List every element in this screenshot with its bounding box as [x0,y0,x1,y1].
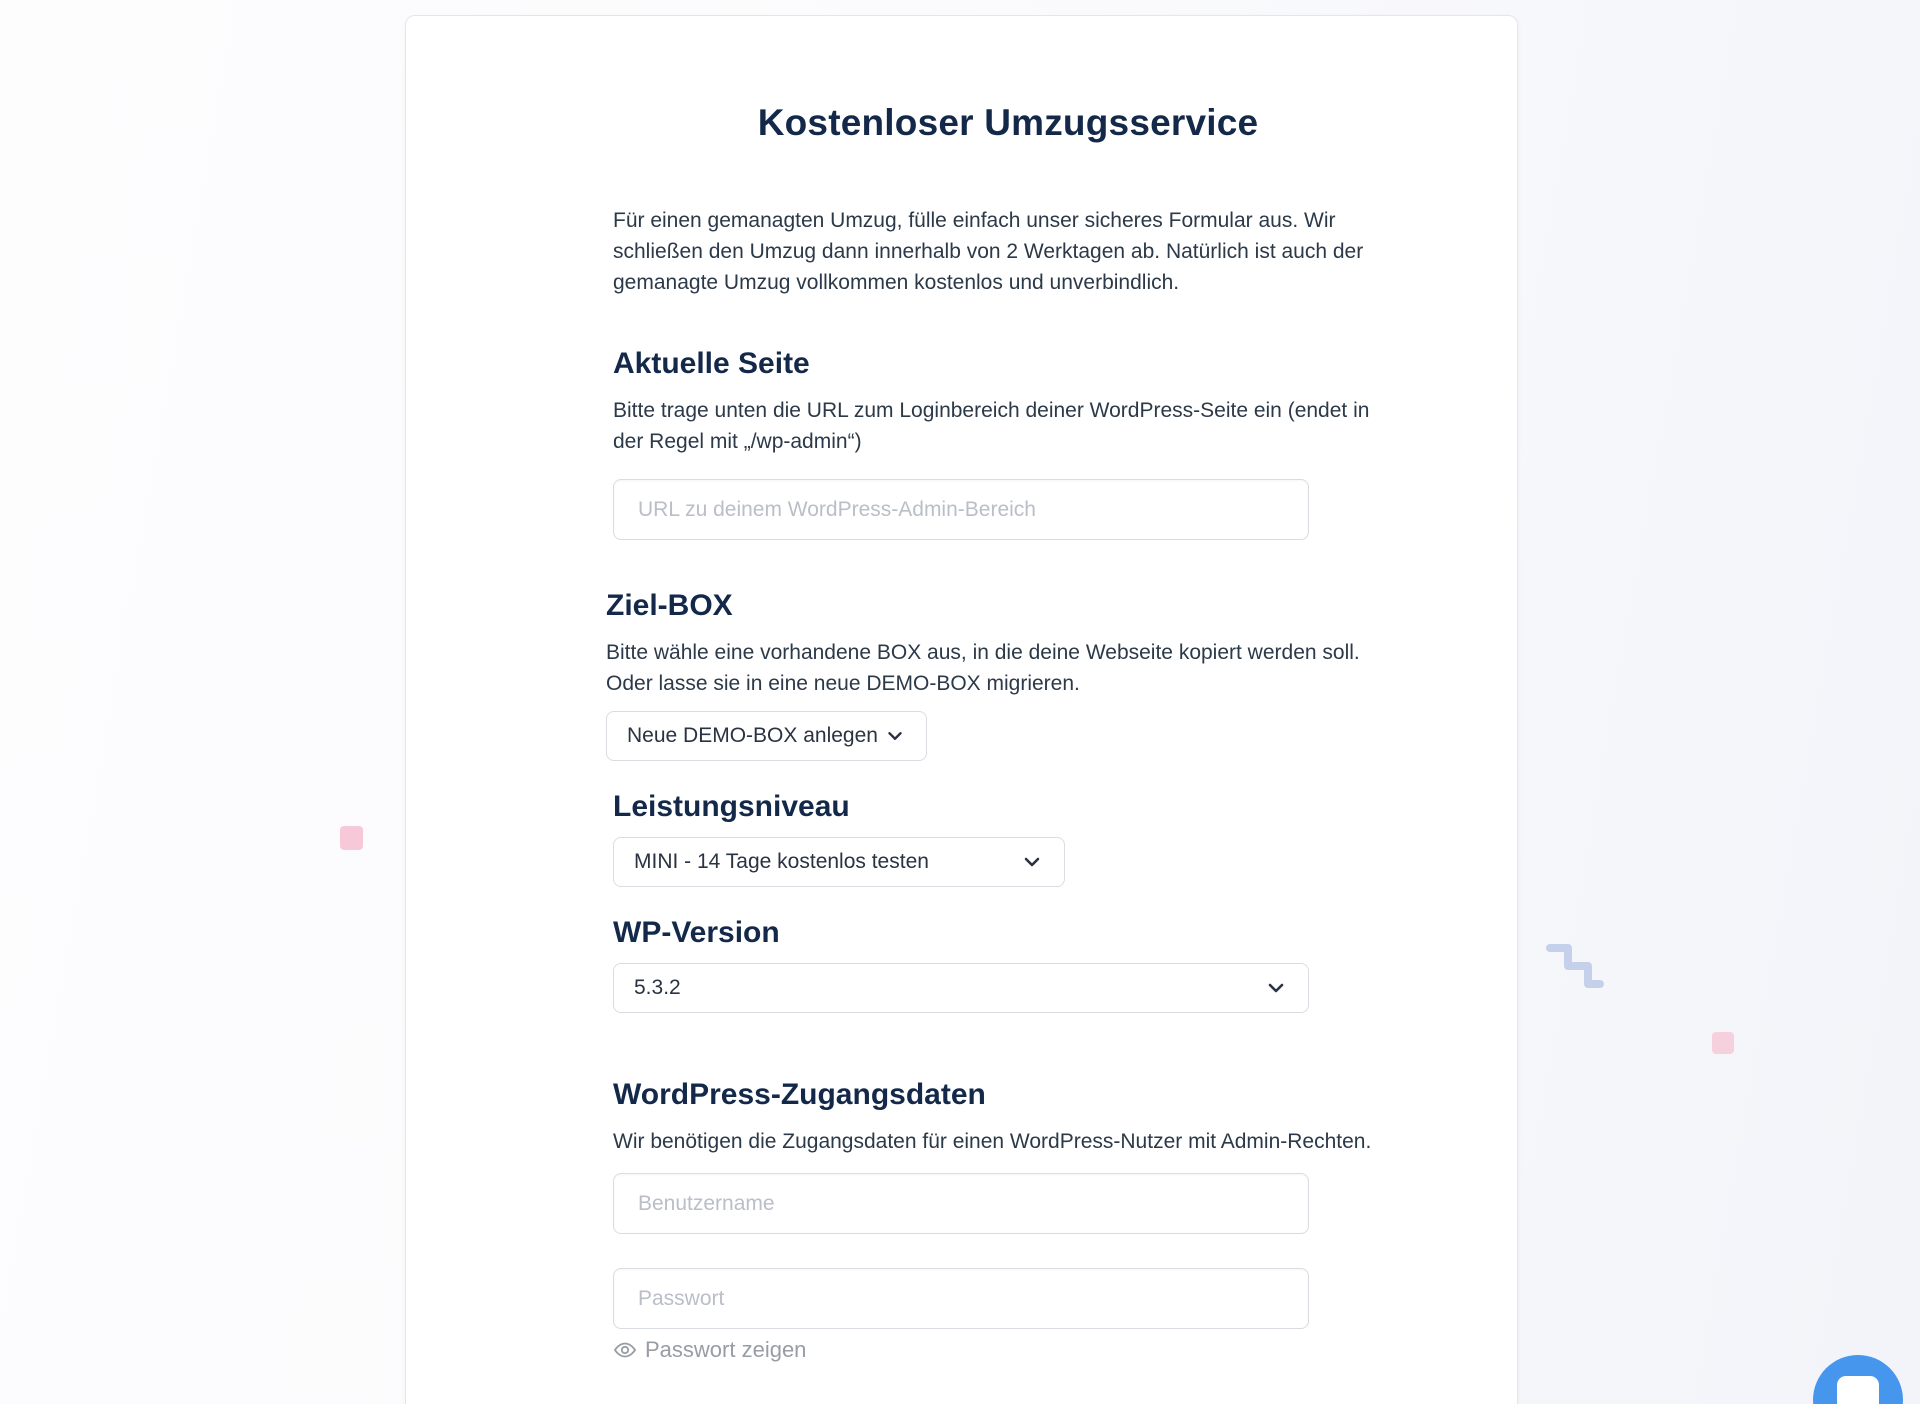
show-password-label: Passwort zeigen [645,1337,807,1362]
section-heading-credentials: WordPress-Zugangsdaten [613,1078,986,1111]
decorative-stairs-shape [1542,938,1608,996]
section-heading-wp-version: WP-Version [613,916,780,949]
wp-admin-url-input[interactable] [613,479,1309,540]
wp-version-select[interactable] [613,963,1309,1013]
username-input[interactable] [613,1173,1309,1234]
section-heading-performance-level: Leistungsniveau [613,790,850,823]
target-box-description: Bitte wähle eine vorhandene BOX aus, in die deine Webseite kopiert werden soll. Oder lasse sie in eine neue DEMO-BOX migrieren. [606,641,1360,695]
show-password-toggle[interactable] [613,1337,806,1363]
performance-level-select-value: MINI - 14 Tage kostenlos testen [634,850,929,873]
credentials-description: Wir benötigen die Zugangsdaten für einen WordPress-Nutzer mit Admin-Rechten. [613,1130,1372,1153]
target-box-select[interactable] [606,711,927,761]
chevron-down-icon [1264,976,1288,1000]
section-heading-current-site: Aktuelle Seite [613,347,810,380]
intro-text: Für einen gemanagten Umzug, fülle einfach unser sicheres Formular aus. Wir schließen den Umzug dann innerhalb von 2 Werktagen ab. Natürlich ist auch der gemanagte Umzug vollkommen kostenlos und unverbindlich. [613,209,1364,294]
section-heading-target-box: Ziel-BOX [606,589,733,622]
wp-version-select-value: 5.3.2 [634,976,681,999]
eye-icon [613,1338,637,1362]
chevron-down-icon [884,725,906,747]
current-site-description: Bitte trage unten die URL zum Loginbereich deiner WordPress-Seite ein (endet in der Regel mit „/wp-admin“) [613,399,1370,453]
page-title: Kostenloser Umzugsservice [757,102,1259,143]
chat-widget-button[interactable] [1813,1355,1903,1404]
decorative-pink-square [340,826,363,850]
form-content [606,101,1403,1367]
performance-level-select[interactable] [613,837,1065,887]
target-box-select-value: Neue DEMO-BOX anlegen [627,724,878,747]
chat-bubble-icon [1837,1376,1879,1404]
decorative-pink-square [1712,1032,1734,1054]
chevron-down-icon [1020,850,1044,874]
migration-form-card [405,15,1518,1404]
password-input[interactable] [613,1268,1309,1329]
